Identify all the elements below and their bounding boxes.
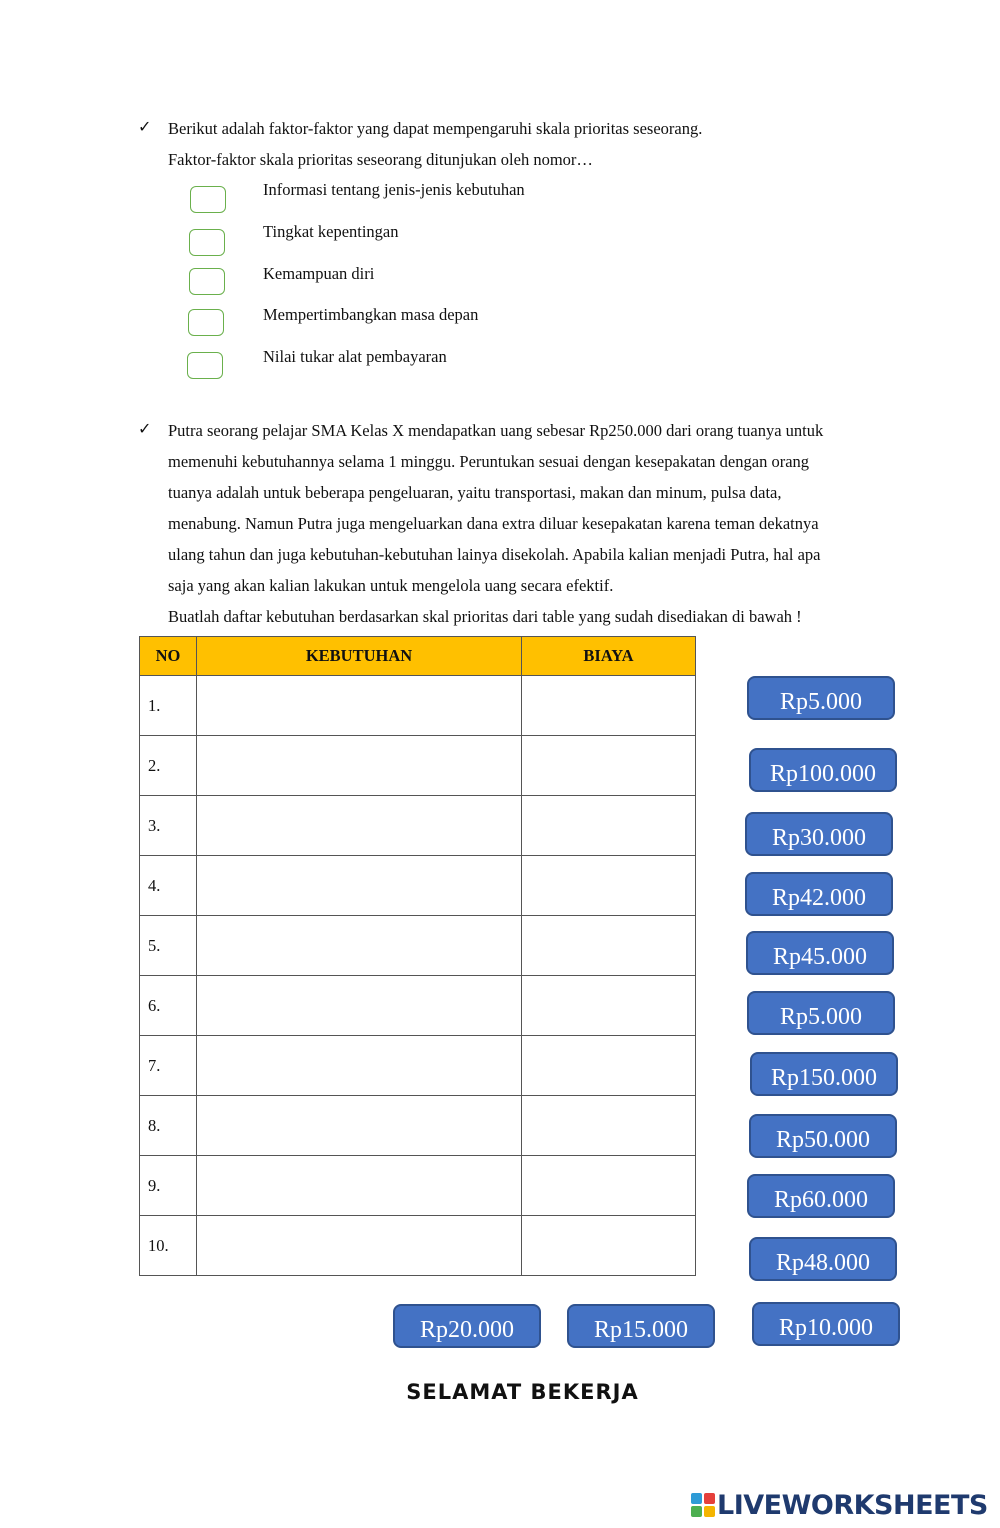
row-number: 7. <box>140 1036 197 1096</box>
kebutuhan-drop-cell[interactable] <box>197 916 522 976</box>
check-icon: ✓ <box>138 419 152 438</box>
row-number: 2. <box>140 736 197 796</box>
table-row <box>140 796 696 856</box>
kebutuhan-drop-cell[interactable] <box>197 1036 522 1096</box>
answer-box-3[interactable] <box>189 268 225 295</box>
answer-box-4[interactable] <box>188 309 224 336</box>
table-row <box>140 736 696 796</box>
biaya-drop-cell[interactable] <box>522 796 696 856</box>
row-number: 6. <box>140 976 197 1036</box>
question2-instruction: Buatlah daftar kebutuhan berdasarkan skal prioritas dari table yang sudah disediakan di bawah ! <box>168 607 802 626</box>
price-chip[interactable]: Rp60.000 <box>747 1174 895 1218</box>
table-row <box>140 916 696 976</box>
biaya-drop-cell[interactable] <box>522 1096 696 1156</box>
question2-line: memenuhi kebutuhannya selama 1 minggu. Peruntukan sesuai dengan kesepakatan dengan orang <box>168 452 810 471</box>
price-chip[interactable]: Rp20.000 <box>393 1304 541 1348</box>
table-row <box>140 1096 696 1156</box>
liveworksheets-logo-icon <box>691 1493 715 1517</box>
row-number: 4. <box>140 856 197 916</box>
row-number: 10. <box>140 1216 197 1276</box>
answer-box-1[interactable] <box>190 186 226 213</box>
priority-table <box>139 636 696 1276</box>
biaya-drop-cell[interactable] <box>522 1036 696 1096</box>
price-chip[interactable]: Rp100.000 <box>749 748 897 792</box>
row-number: 8. <box>140 1096 197 1156</box>
option-label-5: Nilai tukar alat pembayaran <box>263 347 447 366</box>
biaya-drop-cell[interactable] <box>522 676 696 736</box>
price-chip[interactable]: Rp48.000 <box>749 1237 897 1281</box>
biaya-drop-cell[interactable] <box>522 736 696 796</box>
row-number: 1. <box>140 676 197 736</box>
header-biaya: BIAYA <box>522 637 696 676</box>
kebutuhan-drop-cell[interactable] <box>197 1096 522 1156</box>
kebutuhan-drop-cell[interactable] <box>197 976 522 1036</box>
price-chip[interactable]: Rp42.000 <box>745 872 893 916</box>
header-no: NO <box>140 637 197 676</box>
price-chip[interactable]: Rp15.000 <box>567 1304 715 1348</box>
question2-line: Putra seorang pelajar SMA Kelas X mendapatkan uang sebesar Rp250.000 dari orang tuanya untuk <box>168 421 824 440</box>
question2-line: tuanya adalah untuk beberapa pengeluaran, yaitu transportasi, makan dan minum, pulsa data, <box>168 483 782 502</box>
kebutuhan-drop-cell[interactable] <box>197 676 522 736</box>
kebutuhan-drop-cell[interactable] <box>197 736 522 796</box>
option-label-1: Informasi tentang jenis-jenis kebutuhan <box>263 180 525 199</box>
liveworksheets-logo <box>691 1488 988 1522</box>
logo-text: LIVEWORKSHEETS <box>717 1489 988 1521</box>
table-row <box>140 676 696 736</box>
question1-line1: Berikut adalah faktor-faktor yang dapat mempengaruhi skala prioritas seseorang. <box>168 119 703 138</box>
table-row <box>140 856 696 916</box>
option-label-4: Mempertimbangkan masa depan <box>263 305 479 324</box>
table-row <box>140 976 696 1036</box>
price-chip[interactable]: Rp30.000 <box>745 812 893 856</box>
option-label-3: Kemampuan diri <box>263 264 375 283</box>
price-chip[interactable]: Rp5.000 <box>747 676 895 720</box>
biaya-drop-cell[interactable] <box>522 976 696 1036</box>
check-icon: ✓ <box>138 117 152 136</box>
kebutuhan-drop-cell[interactable] <box>197 1216 522 1276</box>
question2-line: saja yang akan kalian lakukan untuk mengelola uang secara efektif. <box>168 576 614 595</box>
answer-box-5[interactable] <box>187 352 223 379</box>
question2-line: ulang tahun dan juga kebutuhan-kebutuhan lainya disekolah. Apabila kalian menjadi Putra, hal apa <box>168 545 821 564</box>
header-kebutuhan: KEBUTUHAN <box>197 637 522 676</box>
row-number: 3. <box>140 796 197 856</box>
kebutuhan-drop-cell[interactable] <box>197 1156 522 1216</box>
price-chip[interactable]: Rp150.000 <box>750 1052 898 1096</box>
table-row <box>140 1156 696 1216</box>
price-chip[interactable]: Rp10.000 <box>752 1302 900 1346</box>
biaya-drop-cell[interactable] <box>522 856 696 916</box>
biaya-drop-cell[interactable] <box>522 916 696 976</box>
table-row <box>140 1036 696 1096</box>
price-chip[interactable]: Rp50.000 <box>749 1114 897 1158</box>
kebutuhan-drop-cell[interactable] <box>197 856 522 916</box>
table-header-row <box>140 637 696 676</box>
table-row <box>140 1216 696 1276</box>
biaya-drop-cell[interactable] <box>522 1216 696 1276</box>
kebutuhan-drop-cell[interactable] <box>197 796 522 856</box>
answer-box-2[interactable] <box>189 229 225 256</box>
question2-line: menabung. Namun Putra juga mengeluarkan dana extra diluar kesepakatan karena teman dekatnya <box>168 514 819 533</box>
question2-paragraph <box>168 415 823 632</box>
price-chip[interactable]: Rp5.000 <box>747 991 895 1035</box>
row-number: 5. <box>140 916 197 976</box>
price-chip[interactable]: Rp45.000 <box>746 931 894 975</box>
question1-line2: Faktor-faktor skala prioritas seseorang ditunjukan oleh nomor… <box>168 150 593 169</box>
row-number: 9. <box>140 1156 197 1216</box>
option-label-2: Tingkat kepentingan <box>263 222 399 241</box>
biaya-drop-cell[interactable] <box>522 1156 696 1216</box>
closing-title: SELAMAT BEKERJA <box>406 1380 639 1404</box>
